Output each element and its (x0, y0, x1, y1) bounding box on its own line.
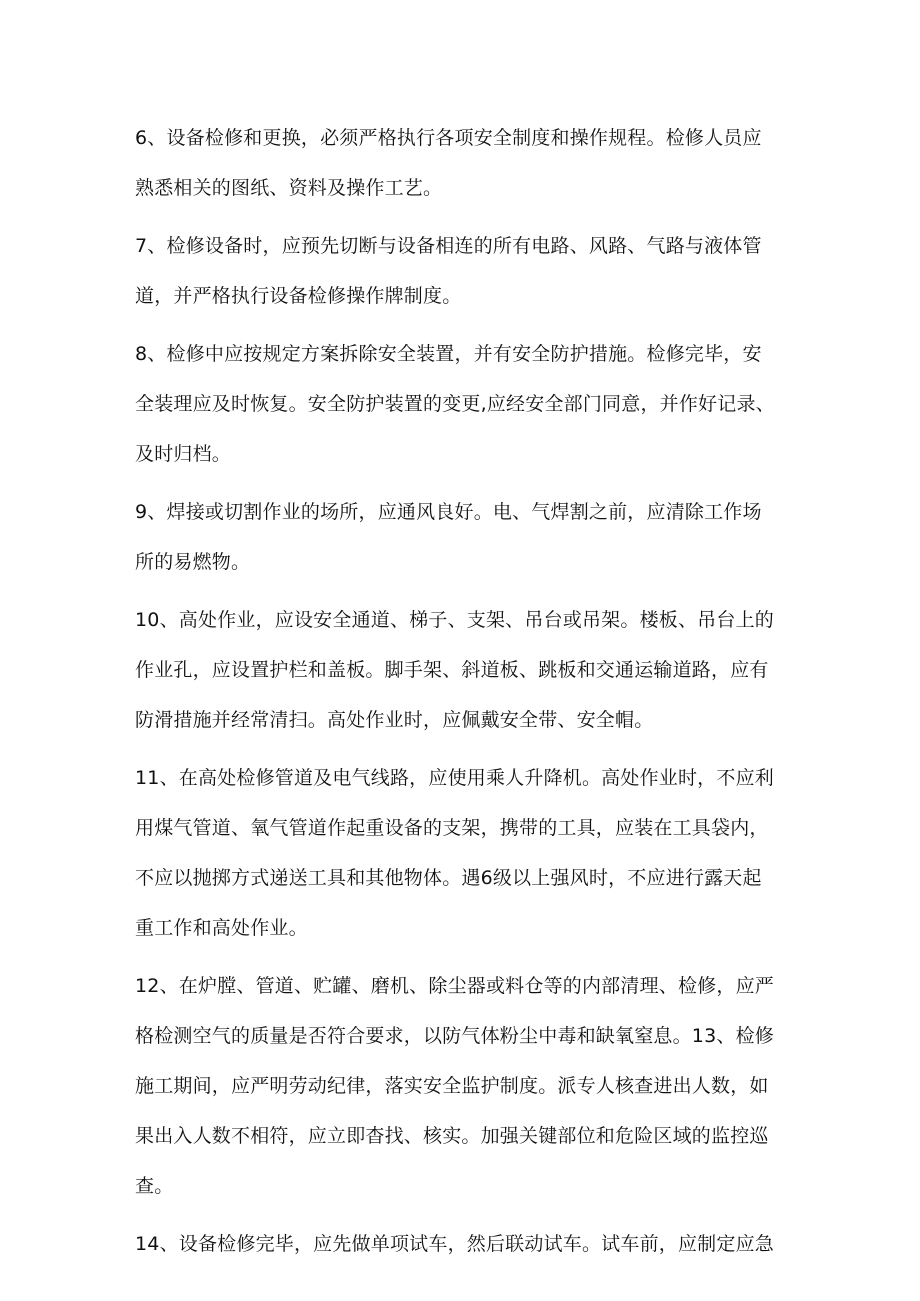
text-line: 用煤气管道、氧气管道作起重设备的支架，携带的工具，应装在工具袋内， (135, 817, 769, 839)
text-line: 格检测空气的质量是否符合要求，以防气体粉尘中毒和缺氧窒息。13、检修 (135, 1025, 774, 1047)
paragraph-8 (135, 1219, 795, 1269)
text-line: 10、高处作业，应设安全通道、梯子、支架、吊台或吊架。楼板、吊台上的 (135, 609, 774, 631)
text-line: 所的易燃物。 (135, 551, 251, 573)
text-line: 12、在炉膛、管道、贮罐、磨机、除尘器或料仓等的内部清理、检修，应严 (135, 975, 774, 997)
text-line: 6、设备检修和更换，必须严格执行各项安全制度和操作规程。检修人员应 (135, 127, 762, 149)
text-line: 重工作和高处作业。 (135, 917, 308, 939)
text-line: 熟悉相关的图纸、资料及操作工艺。 (135, 177, 443, 199)
paragraph-3 (135, 329, 795, 479)
text-line: 14、设备检修完毕，应先做单项试车，然后联动试车。试车前，应制定应急 (135, 1233, 774, 1255)
paragraph-6 (135, 753, 795, 953)
paragraph-5 (135, 595, 795, 745)
paragraph-2 (135, 221, 795, 321)
paragraph-1 (135, 113, 795, 213)
text-line: 作业孔，应设置护栏和盖板。脚手架、斜道板、跳板和交通运输道路，应有 (135, 659, 769, 681)
text-line: 11、在高处检修管道及电气线路，应使用乘人升降机。高处作业时，不应利 (135, 767, 774, 789)
text-line: 8、检修中应按规定方案拆除安全装置，并有安全防护措施。检修完毕，安 (135, 343, 762, 365)
text-line: 7、检修设备时，应预先切断与设备相连的所有电路、风路、气路与液体管 (135, 235, 762, 257)
text-line: 施工期间，应严明劳动纪律，落实安全监护制度。派专人核查进出人数，如 (135, 1075, 769, 1097)
text-line: 果出入人数不相符，应立即杳找、核实。加强关键部位和危险区域的监控巡 (135, 1125, 769, 1147)
document-body (135, 113, 795, 1277)
paragraph-7 (135, 961, 795, 1211)
paragraph-4 (135, 487, 795, 587)
text-line: 道，并严格执行设备检修操作牌制度。 (135, 285, 462, 307)
text-line: 全装理应及时恢复。安全防护装置的变更,应经安全部门同意，并作好记录、 (135, 393, 775, 415)
text-line: 不应以抛掷方式递送工具和其他物体。遇6级以上强风时，不应进行露天起 (135, 867, 762, 889)
text-line: 9、焊接或切割作业的场所，应通风良好。电、气焊割之前，应清除工作场 (135, 501, 762, 523)
text-line: 查。 (135, 1175, 174, 1197)
text-line: 及时归档。 (135, 443, 232, 465)
text-line: 防滑措施并经常清扫。高处作业时，应佩戴安全带、安全帽。 (135, 709, 654, 731)
